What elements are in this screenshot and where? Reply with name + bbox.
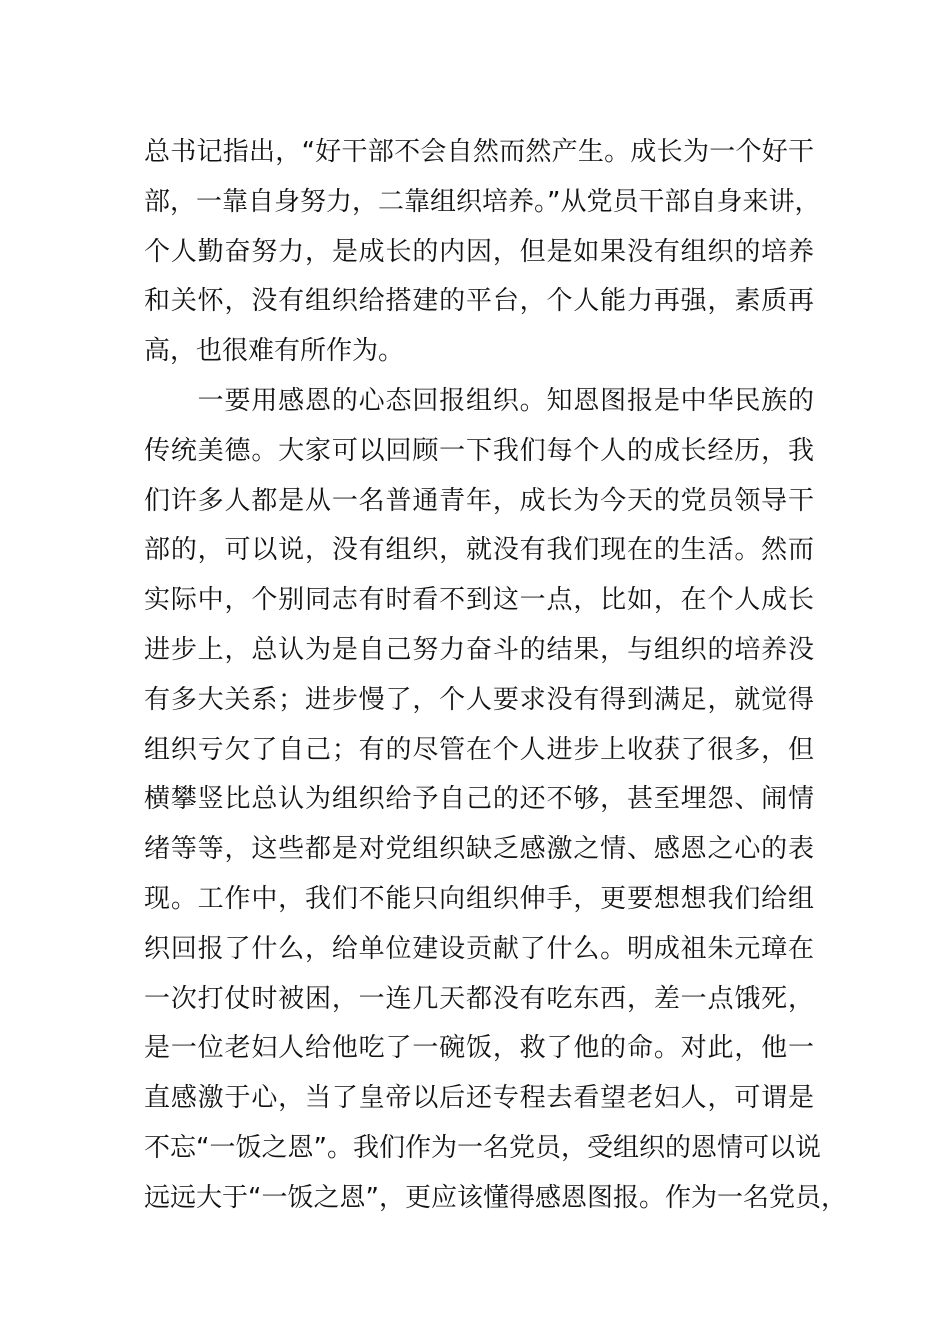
text-line: 组织亏欠了自己；有的尽管在个人进步上收获了很多，但 bbox=[144, 734, 814, 765]
text-line: 是一位老妇人给他吃了一碗饭，救了他的命。对此，他一 bbox=[144, 1033, 814, 1064]
text-line: 现。工作中，我们不能只向组织伸手，更要想想我们给组 bbox=[144, 883, 814, 914]
text-line: 个人勤奋努力，是成长的内因，但是如果没有组织的培养 bbox=[144, 236, 814, 267]
text-line: 有多大关系；进步慢了，个人要求没有得到满足，就觉得 bbox=[144, 684, 814, 715]
text-line: 们许多人都是从一名普通青年，成长为今天的党员领导干 bbox=[144, 485, 814, 516]
text-line: 部的，可以说，没有组织，就没有我们现在的生活。然而 bbox=[144, 535, 814, 566]
text-line: 远远大于“一饭之恩”，更应该懂得感恩图报。作为一名党员， bbox=[144, 1182, 847, 1213]
text-line: 织回报了什么，给单位建设贡献了什么。明成祖朱元璋在 bbox=[144, 933, 814, 964]
text-line: 总书记指出，“好干部不会自然而然产生。成长为一个好干 bbox=[144, 137, 814, 167]
text-line: 绪等等，这些都是对党组织缺乏感激之情、感恩之心的表 bbox=[144, 834, 814, 865]
text-line: 直感激于心，当了皇帝以后还专程去看望老妇人，可谓是 bbox=[144, 1083, 814, 1114]
text-line: 传统美德。大家可以回顾一下我们每个人的成长经历，我 bbox=[144, 435, 814, 466]
body-text bbox=[144, 128, 847, 1224]
text-line: 横攀竖比总认为组织给予自己的还不够，甚至埋怨、闹情 bbox=[144, 784, 814, 815]
text-line: 一次打仗时被困，一连几天都没有吃东西，差一点饿死， bbox=[144, 983, 814, 1014]
text-line: 一要用感恩的心态回报组织。知恩图报是中华民族的 bbox=[144, 385, 814, 416]
text-line: 进步上，总认为是自己努力奋斗的结果，与组织的培养没 bbox=[144, 634, 814, 665]
text-line: 实际中，个别同志有时看不到这一点，比如，在个人成长 bbox=[144, 585, 814, 616]
text-line: 不忘“一饭之恩”。我们作为一名党员，受组织的恩情可以说 bbox=[144, 1132, 821, 1163]
text-line: 高，也很难有所作为。 bbox=[144, 336, 405, 367]
text-line: 和关怀，没有组织给搭建的平台，个人能力再强，素质再 bbox=[144, 286, 814, 317]
text-line: 部，一靠自身努力，二靠组织培养。”从党员干部自身来讲， bbox=[144, 186, 821, 217]
